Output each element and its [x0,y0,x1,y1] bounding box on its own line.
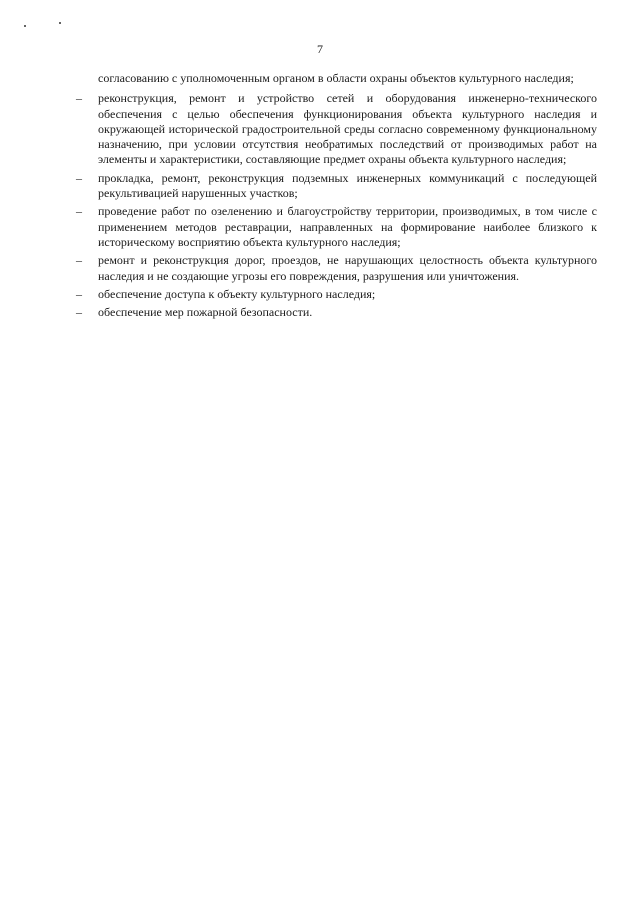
continuation-paragraph: согласованию с уполномоченным органом в области охраны объектов культурного наследия; [98,71,574,85]
list-item-text: обеспечение мер пожарной безопасности. [98,305,313,320]
list-item [76,305,597,320]
list-item-text: обеспечение доступа к объекту культурного наследия; [98,286,376,301]
list-item [76,253,597,284]
list-item [76,91,597,167]
scan-artifacts [22,22,72,28]
dash-bullet: – [76,204,82,219]
dash-bullet: – [76,305,82,320]
dash-bullet: – [76,286,82,301]
list-item-text: ремонт и реконструкция дорог, проездов, не нарушающих целостность объекта культурного наследия и не создающие угрозы его повреждения, разрушения или уничтожения. [98,253,597,283]
dash-bullet: – [76,170,82,185]
list-item-text: реконструкция, ремонт и устройство сетей и оборудования инженерно-технического обеспечения с целью обеспечения функционирования объекта культурного наследия и окружающей исторической градостроительной среды согласно современному функциональному назначению, при условии отсутствия необратимых последствий от производимых работ на элементы и характеристики, составляющие предмет охраны объекта культурного наследия; [98,91,597,167]
list-item [76,204,597,250]
dash-bullet: – [76,91,82,106]
page-number: 7 [317,42,323,56]
list-item-text: прокладка, ремонт, реконструкция подземных инженерных коммуникаций с последующей рекультивацией нарушенных участков; [98,170,597,201]
list-item-text: проведение работ по озеленению и благоустройству территории, производимых, в том числе с применением методов реставрации, направленных на формирование наиболее близкого к историческому восприятию объекта культурного наследия; [98,204,597,249]
list-item [76,171,597,202]
list-item [76,287,597,302]
document-body [76,71,597,323]
dash-bullet: – [76,253,82,268]
